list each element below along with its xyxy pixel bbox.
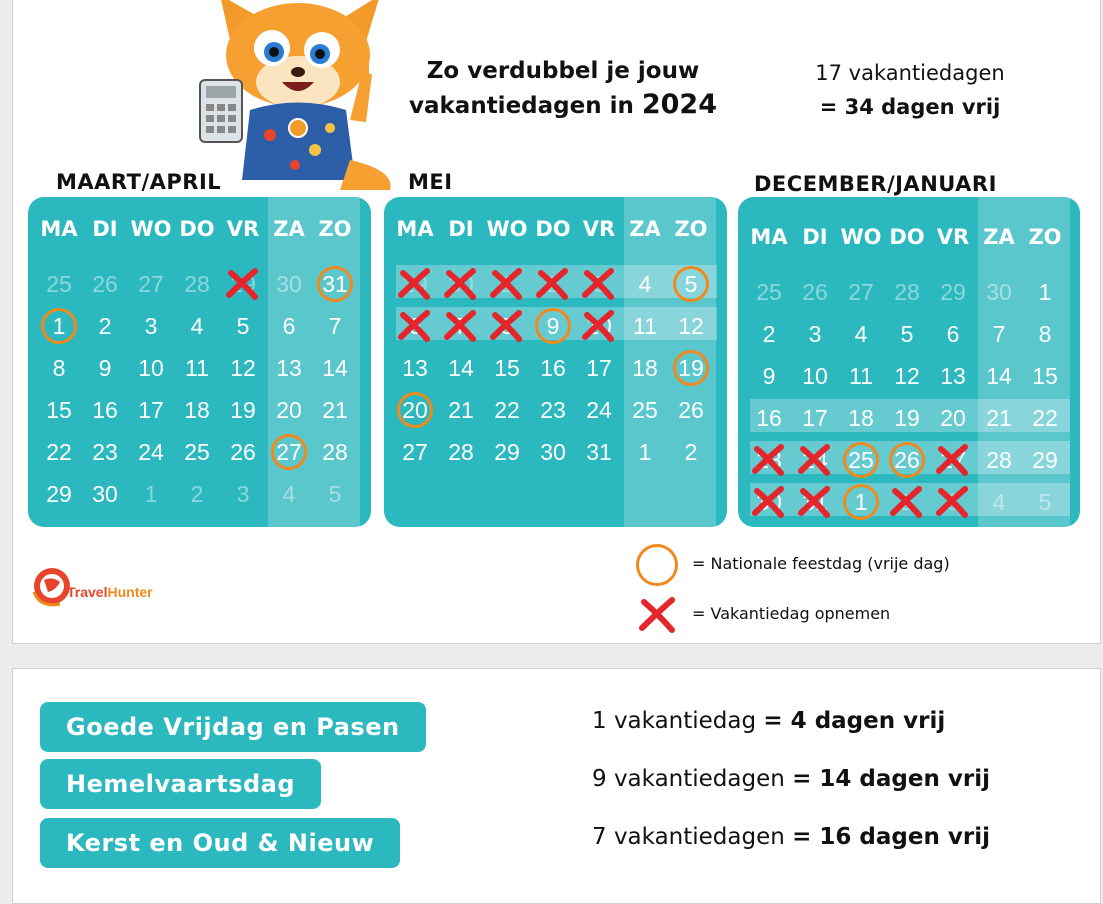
holiday-ring: [41, 308, 77, 344]
calendar-day: 8: [52, 355, 66, 381]
calendar-day: 30: [276, 271, 302, 297]
calendar-day: 4: [854, 321, 868, 347]
calendar-day: 1: [144, 481, 158, 507]
calendar-day: 4: [190, 313, 204, 339]
calendar-day: 1: [638, 439, 652, 465]
calendar-day: 11: [849, 363, 873, 389]
period-label-pasen: Goede Vrijdag en Pasen: [40, 702, 426, 752]
calendar-day: 25: [632, 397, 658, 423]
calendar-day: 4: [638, 271, 652, 297]
weekday-header: ZA: [983, 225, 1015, 249]
calendar-day: 12: [230, 355, 256, 381]
headline: [398, 54, 728, 123]
calendar-day: 15: [46, 397, 72, 423]
weekday-header: DI: [802, 225, 828, 249]
weekday-header: DO: [535, 217, 571, 241]
calendar-day: 27: [276, 439, 302, 465]
headline-line-2: vakantiedagen in 2024: [408, 89, 718, 120]
vacation-day-cross: [535, 267, 571, 301]
calendar-day: 21: [986, 405, 1012, 431]
calendar-day: 13: [276, 355, 302, 381]
weekday-header: ZO: [674, 217, 708, 241]
weekday-header: MA: [40, 217, 78, 241]
vacation-day-cross: [751, 485, 787, 519]
calendar-day: 5: [328, 481, 342, 507]
weekday-header: DI: [448, 217, 474, 241]
calendar-day: 2: [98, 313, 112, 339]
calendar-day: 11: [185, 355, 209, 381]
calendar-day: 18: [632, 355, 658, 381]
calendar-day: 26: [894, 447, 920, 473]
calendar-day: 28: [448, 439, 474, 465]
calendar-day: 2: [900, 489, 914, 515]
calendar-day: 5: [1038, 489, 1052, 515]
calendar-day: 23: [540, 397, 566, 423]
calendar-day: 26: [678, 397, 704, 423]
calendar-day: 8: [1038, 321, 1052, 347]
calendar-day: 19: [678, 355, 704, 381]
calendar-day: 4: [992, 489, 1006, 515]
legend-vacation-label: = Vakantiedag opnemen: [692, 604, 891, 623]
vacation-day-cross: [225, 267, 261, 301]
holiday-ring: [673, 350, 709, 386]
calendar-day: 30: [986, 279, 1012, 305]
calendar-day: 19: [894, 405, 920, 431]
calendar-day: 25: [46, 271, 72, 297]
calendar-day: 22: [494, 397, 520, 423]
calendar-day: 27: [138, 271, 164, 297]
calendar-day: 26: [230, 439, 256, 465]
calendar-day: 1: [1038, 279, 1052, 305]
calendar-day: 2: [684, 439, 698, 465]
calendar-day: 11: [633, 313, 657, 339]
calendar-day: 24: [138, 439, 164, 465]
holiday-ring-icon: [636, 544, 678, 586]
period-result-hemelvaart: 9 vakantiedagen = 14 dagen vrij: [592, 766, 990, 792]
calendar-day: 14: [986, 363, 1012, 389]
calendar-day: 3: [592, 271, 606, 297]
vacation-day-cross: [797, 443, 833, 477]
calendar-day: 28: [894, 279, 920, 305]
calendar-day: 23: [92, 439, 118, 465]
calendar-day: 10: [802, 363, 828, 389]
holiday-ring: [843, 442, 879, 478]
calendar-day: 25: [756, 279, 782, 305]
calendar-day: 1: [500, 271, 514, 297]
calendar-day: 29: [940, 279, 966, 305]
calendar-day: 29: [494, 439, 520, 465]
vacation-day-cross: [397, 309, 433, 343]
calendar-day: 27: [402, 439, 428, 465]
calendar-day: 30: [540, 439, 566, 465]
headline-line-1: Zo verdubbel je jouw: [426, 58, 700, 84]
calendar-day: 9: [546, 313, 560, 339]
weekday-header: MA: [396, 217, 434, 241]
weekday-header: DO: [179, 217, 215, 241]
calendar-day: 1: [52, 313, 66, 339]
weekday-header: DI: [92, 217, 118, 241]
calendar-day: 5: [236, 313, 250, 339]
calendar-day: 29: [402, 271, 428, 297]
calendar-day: 2: [546, 271, 560, 297]
calendar-day: 24: [586, 397, 612, 423]
calendar-day: 15: [1032, 363, 1058, 389]
calendar-day: 26: [802, 279, 828, 305]
calendar-day: 16: [756, 405, 782, 431]
weekday-header: WO: [130, 217, 172, 241]
calendar-title-maart-april: MAART/APRIL: [56, 170, 222, 194]
calendar-maart-april: [28, 197, 371, 527]
calendar-day: 31: [322, 271, 348, 297]
summary-total: [780, 56, 1040, 124]
calendar-day: 2: [762, 321, 776, 347]
calendar-title-mei: MEI: [408, 170, 453, 194]
fox-mascot-image: [190, 0, 400, 190]
vacation-day-cross: [935, 443, 971, 477]
legend-holiday-label: = Nationale feestdag (vrije dag): [692, 554, 950, 573]
calendar-day: 31: [802, 489, 828, 515]
calendar-day: 28: [184, 271, 210, 297]
calendar-day: 27: [940, 447, 966, 473]
calendar-day: 6: [282, 313, 296, 339]
weekday-header: WO: [840, 225, 882, 249]
calendar-day: 14: [448, 355, 474, 381]
calendar-day: 3: [236, 481, 250, 507]
period-result-pasen: 1 vakantiedag = 4 dagen vrij: [592, 708, 946, 734]
calendar-day: 20: [940, 405, 966, 431]
weekday-header: WO: [486, 217, 528, 241]
calendar-day: 7: [328, 313, 342, 339]
calendar-day: 6: [408, 313, 422, 339]
weekday-header: MA: [750, 225, 788, 249]
calendar-day: 21: [322, 397, 348, 423]
calendar-day: 17: [802, 405, 828, 431]
calendar-day: 18: [184, 397, 210, 423]
calendar-day: 24: [802, 447, 828, 473]
calendar-day: 21: [448, 397, 474, 423]
holiday-ring: [843, 484, 879, 520]
weekday-header: ZA: [273, 217, 305, 241]
calendar-day: 13: [940, 363, 966, 389]
weekday-header: DO: [889, 225, 925, 249]
calendar-december-januari: [738, 197, 1080, 527]
calendar-day: 14: [322, 355, 348, 381]
calendar-day: 3: [946, 489, 960, 515]
calendar-day: 16: [540, 355, 566, 381]
calendar-day: 26: [92, 271, 118, 297]
calendar-day: 17: [138, 397, 164, 423]
calendar-day: 7: [992, 321, 1006, 347]
calendar-day: 9: [762, 363, 776, 389]
logo-wordmark: TravelHunter: [67, 584, 153, 600]
calendar-day: 22: [46, 439, 72, 465]
calendar-day: 18: [848, 405, 874, 431]
summary-result: = 34 dagen vrij: [819, 95, 1001, 119]
vacation-day-cross: [443, 267, 479, 301]
period-result-kerst: 7 vakantiedagen = 16 dagen vrij: [592, 824, 990, 850]
calendar-day: 16: [92, 397, 118, 423]
calendar-day: 10: [586, 313, 612, 339]
calendar-day: 13: [402, 355, 428, 381]
holiday-ring: [317, 266, 353, 302]
vacation-day-cross: [751, 443, 787, 477]
vacation-day-cross: [443, 309, 479, 343]
calendar-mei: [384, 197, 727, 527]
calendar-day: 19: [230, 397, 256, 423]
calendar-day: 3: [808, 321, 822, 347]
vacation-day-cross: [935, 485, 971, 519]
calendar-day: 25: [184, 439, 210, 465]
vacation-day-cross: [889, 485, 925, 519]
calendar-day: 29: [46, 481, 72, 507]
calendar-day: 20: [402, 397, 428, 423]
weekday-header: ZA: [629, 217, 661, 241]
calendar-day: 17: [586, 355, 612, 381]
calendar-day: 12: [894, 363, 920, 389]
period-label-hemelvaart: Hemelvaartsdag: [40, 759, 321, 809]
headline-year: 2024: [641, 89, 718, 120]
holiday-ring: [397, 392, 433, 428]
holiday-ring: [889, 442, 925, 478]
calendar-day: 5: [900, 321, 914, 347]
vacation-day-cross: [489, 309, 525, 343]
calendar-day: 31: [586, 439, 612, 465]
calendar-day: 15: [494, 355, 520, 381]
vacation-day-cross: [397, 267, 433, 301]
holiday-ring: [271, 434, 307, 470]
calendar-day: 27: [848, 279, 874, 305]
calendar-day: 30: [448, 271, 474, 297]
weekday-header: VR: [582, 217, 616, 241]
calendar-title-december-januari: DECEMBER/JANUARI: [754, 172, 997, 196]
calendar-day: 28: [986, 447, 1012, 473]
vacation-day-cross: [581, 309, 617, 343]
weekday-header: VR: [226, 217, 260, 241]
calendar-day: 10: [138, 355, 164, 381]
weekday-header: ZO: [1028, 225, 1062, 249]
calendar-day: 23: [756, 447, 782, 473]
calendar-day: 3: [144, 313, 158, 339]
calendar-day: 5: [684, 271, 698, 297]
vacation-day-cross: [797, 485, 833, 519]
holiday-ring: [673, 266, 709, 302]
vacation-cross-icon: [638, 596, 678, 634]
calendar-day: 22: [1032, 405, 1058, 431]
calendar-day: 2: [190, 481, 204, 507]
calendar-day: 30: [92, 481, 118, 507]
calendar-day: 4: [282, 481, 296, 507]
calendar-day: 29: [230, 271, 256, 297]
calendar-day: 25: [848, 447, 874, 473]
vacation-day-cross: [489, 267, 525, 301]
weekday-header: VR: [936, 225, 970, 249]
calendar-day: 6: [946, 321, 960, 347]
period-label-kerst: Kerst en Oud & Nieuw: [40, 818, 400, 868]
calendar-day: 30: [756, 489, 782, 515]
calendar-day: 9: [98, 355, 112, 381]
holiday-ring: [535, 308, 571, 344]
calendar-day: 20: [276, 397, 302, 423]
weekday-header: ZO: [318, 217, 352, 241]
calendar-day: 29: [1032, 447, 1058, 473]
vacation-day-cross: [581, 267, 617, 301]
calendar-day: 7: [454, 313, 468, 339]
calendar-day: 8: [500, 313, 514, 339]
calendar-day: 1: [854, 489, 868, 515]
calendar-day: 28: [322, 439, 348, 465]
summary-days: 17 vakantiedagen: [815, 61, 1005, 85]
calendar-day: 12: [678, 313, 704, 339]
